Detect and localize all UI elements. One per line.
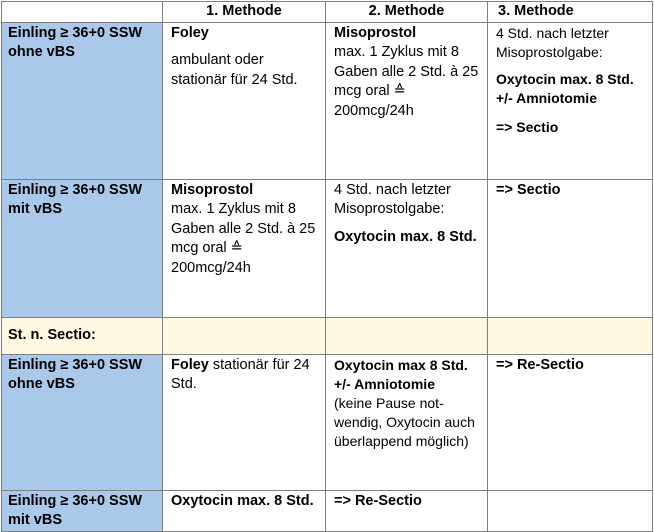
header-cell-empty xyxy=(2,2,163,23)
method-2-cell: Oxytocin max 8 Std. +/- Amniotomie (keine Pause not-wendig, Oxytocin auch überlappend möglich) xyxy=(326,354,488,490)
section-label: St. n. Sectio: xyxy=(2,317,163,354)
method-2-cell: Misoprostol max. 1 Zyklus mit 8 Gaben alle 2 Std. à 25 mcg oral ≙ 200mcg/24h xyxy=(326,22,488,179)
header-method-1: 1. Methode xyxy=(163,2,326,23)
method-3-cell: => Re-Sectio xyxy=(488,354,653,490)
method-3-cell: 4 Std. nach letzter Misoprostolgabe: Oxytocin max. 8 Std. +/- Amniotomie => Sectio xyxy=(488,22,653,179)
table-row xyxy=(2,179,653,317)
section-cell xyxy=(488,317,653,354)
header-method-2: 2. Methode xyxy=(326,2,488,23)
table-row xyxy=(2,490,653,531)
header-method-3: 3. Methode xyxy=(488,2,653,23)
row-label: Einling ≥ 36+0 SSW mit vBS xyxy=(2,490,163,531)
header-row xyxy=(2,2,653,23)
row-label: Einling ≥ 36+0 SSW mit vBS xyxy=(2,179,163,317)
method-1-cell: Foley stationär für 24 Std. xyxy=(163,354,326,490)
method-3-cell: => Sectio xyxy=(488,179,653,317)
section-row xyxy=(2,317,653,354)
induction-methods-table xyxy=(1,1,653,532)
method-1-cell: Oxytocin max. 8 Std. xyxy=(163,490,326,531)
table-row xyxy=(2,354,653,490)
section-cell xyxy=(163,317,326,354)
method-3-cell xyxy=(488,490,653,531)
table-row xyxy=(2,22,653,179)
row-label: Einling ≥ 36+0 SSW ohne vBS xyxy=(2,22,163,179)
row-label: Einling ≥ 36+0 SSW ohne vBS xyxy=(2,354,163,490)
method-2-cell: 4 Std. nach letzter Misoprostolgabe: Oxytocin max. 8 Std. xyxy=(326,179,488,317)
method-2-cell: => Re-Sectio xyxy=(326,490,488,531)
method-1-cell: Foley ambulant oder stationär für 24 Std. xyxy=(163,22,326,179)
section-cell xyxy=(326,317,488,354)
method-1-cell: Misoprostol max. 1 Zyklus mit 8 Gaben alle 2 Std. à 25 mcg oral ≙ 200mcg/24h xyxy=(163,179,326,317)
